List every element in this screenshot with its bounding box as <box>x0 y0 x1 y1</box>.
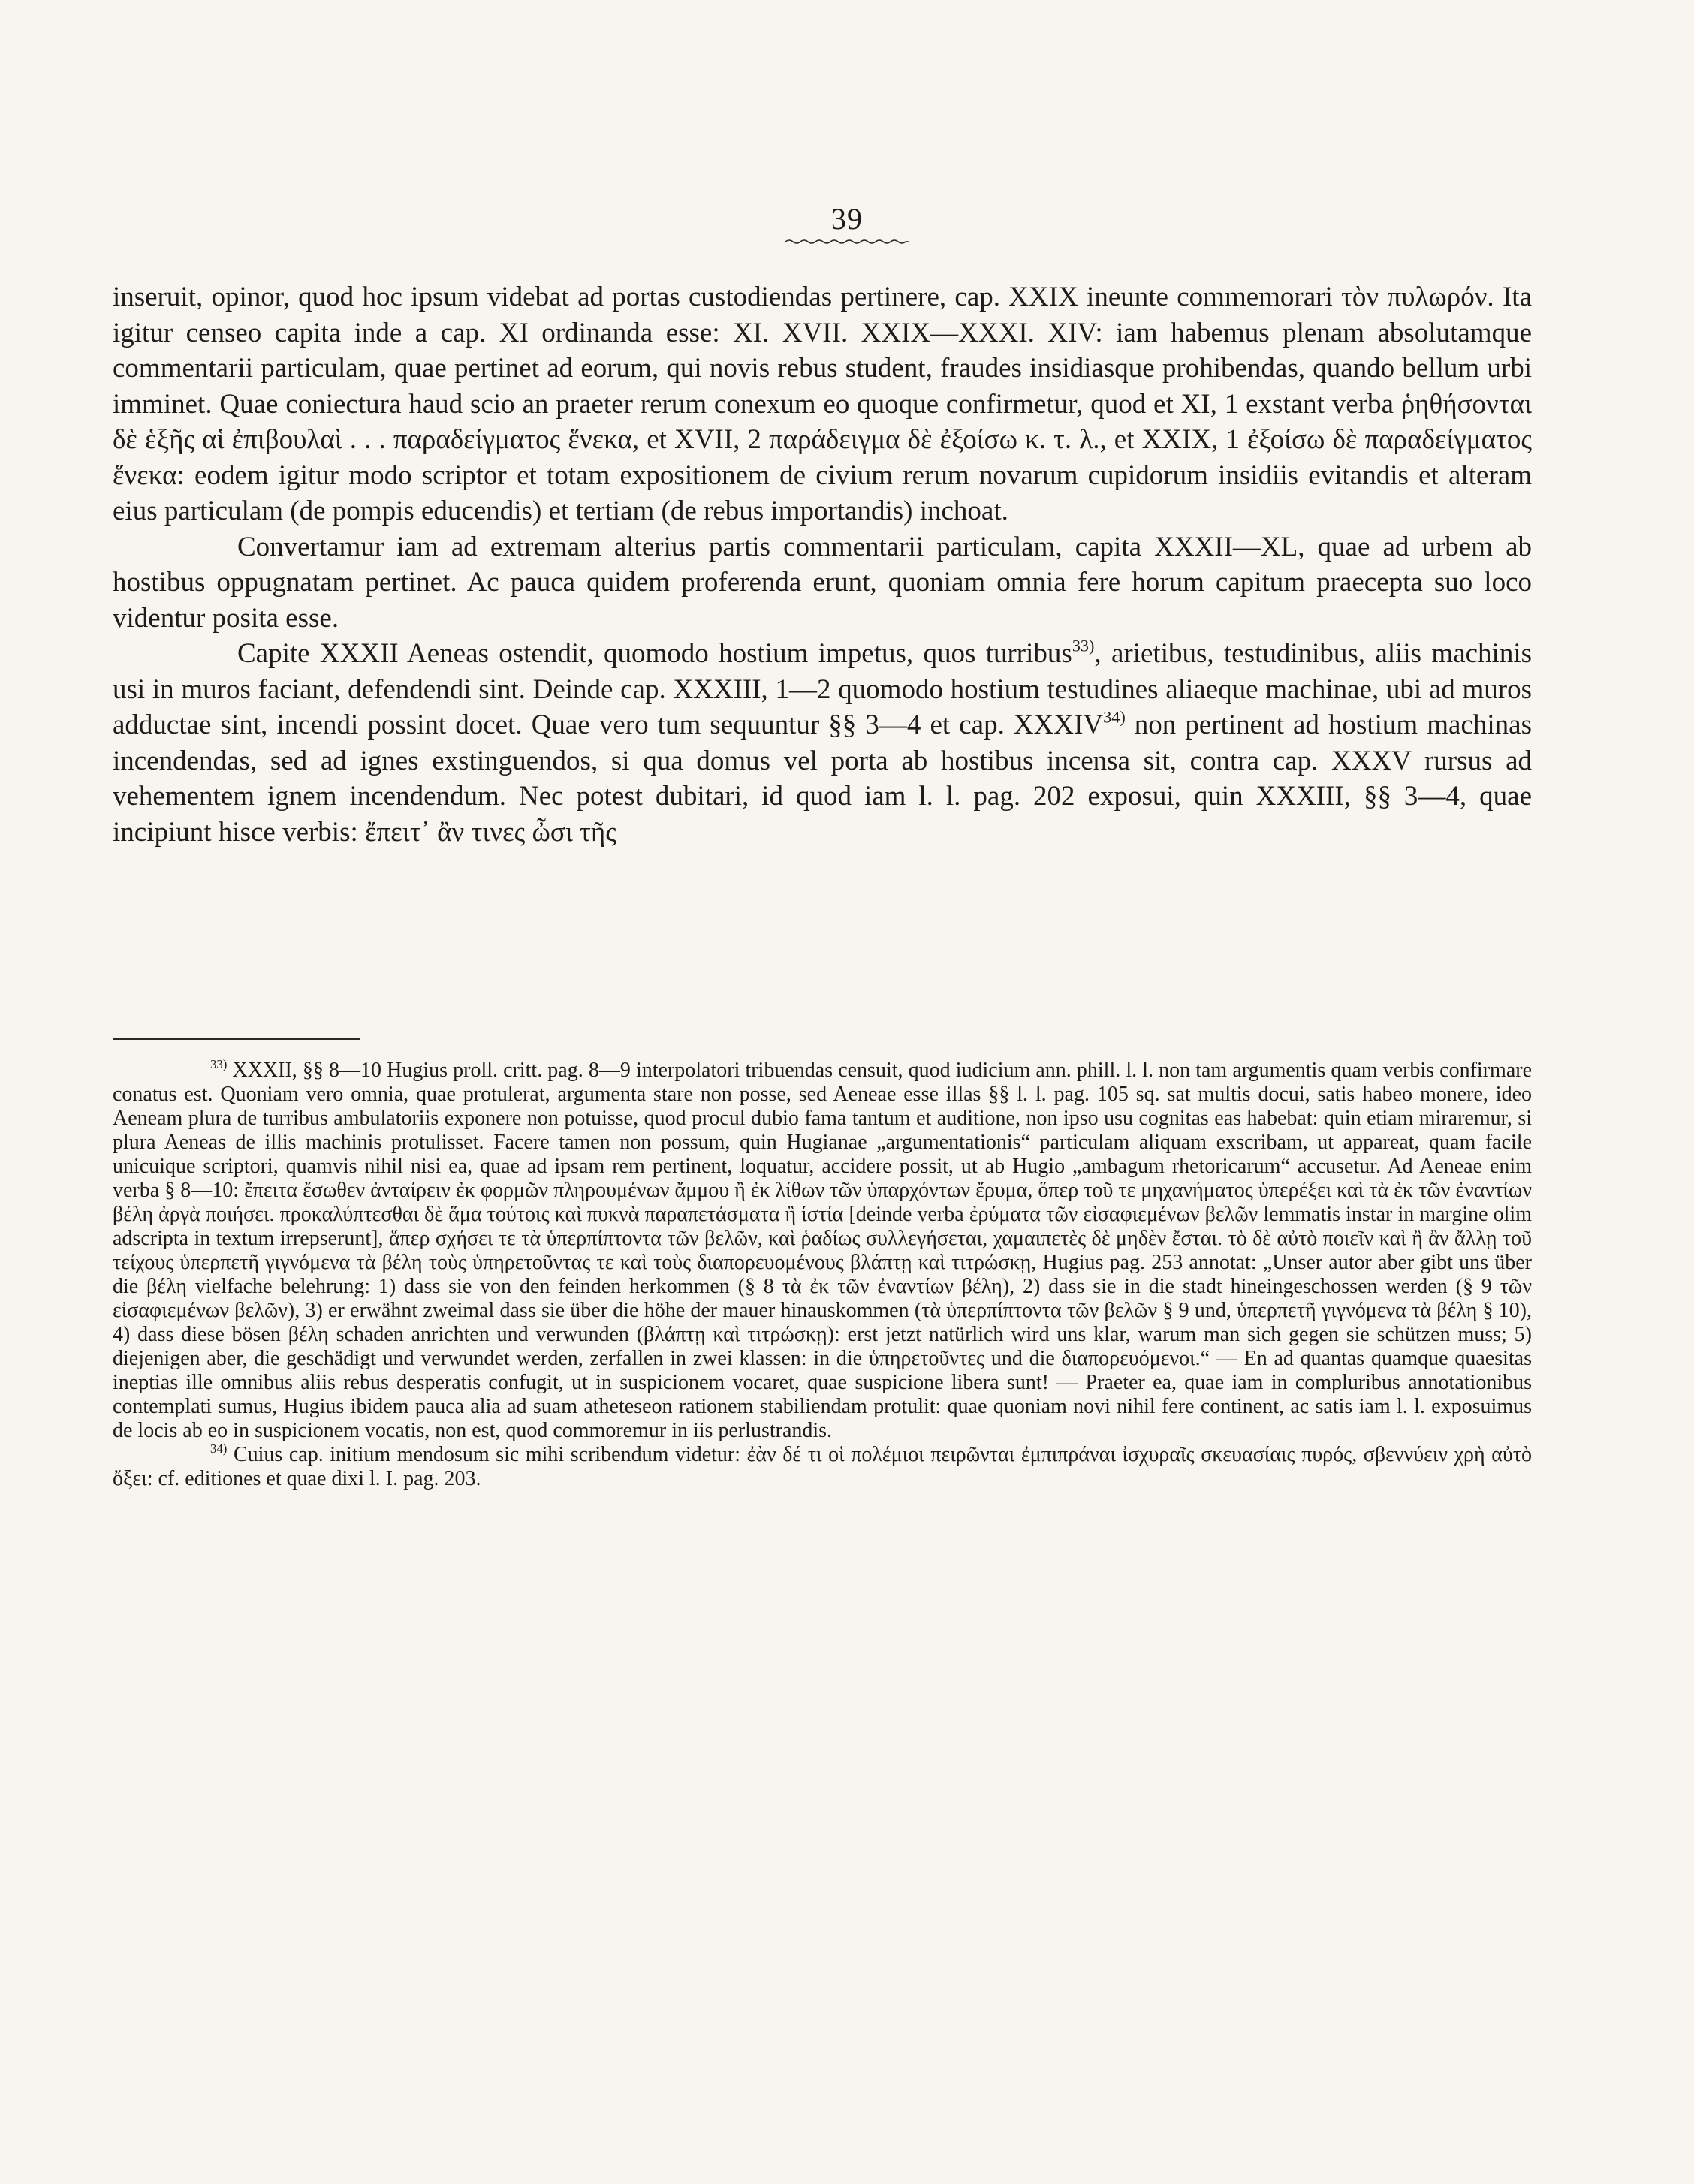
footnote-34 <box>113 1443 1532 1491</box>
footnotes <box>113 1059 1532 1491</box>
footnote-divider <box>113 1038 360 1040</box>
footnote-reference-34: 34) <box>1103 707 1126 727</box>
paragraph-2: Convertamur iam ad extremam alterius partis commentarii particulam, capita XXXII—XL, quae ad urbem ab hostibus oppugnatam pertinet. Ac pauca quidem proferenda erunt, quoniam omnia fere horum capitum praecepta suo loco videntur posita esse. <box>113 531 1532 634</box>
main-text <box>113 279 1532 850</box>
paragraph-3-part-a: Capite XXXII Aeneas ostendit, quomodo hostium impetus, quos turribus <box>237 638 1072 669</box>
footnote-34-marker: 34) <box>210 1441 228 1457</box>
footnote-33 <box>113 1059 1532 1443</box>
page-number: 39 <box>831 202 863 236</box>
footnote-33-marker: 33) <box>210 1057 228 1072</box>
page-number-ornament <box>785 239 909 245</box>
footnote-34-text: Cuius cap. initium mendosum sic mihi scribendum videtur: ἐὰν δέ τι οἱ πολέμιοι πειρῶνται ἐμπιπράναι ἰσχυραῖς σκευασίαις πυρός, σβεννύειν χρὴ αὐτὸ ὄξει: cf. editiones et quae dixi l. I. pag. 203. <box>113 1443 1532 1490</box>
footnote-33-text: XXXII, §§ 8—10 Hugius proll. critt. pag. 8—9 interpolatori tribuendas censuit, quod iudicium ann. phill. l. l. non tam argumentis quam verbis confirmare conatus est. Quoniam vero omnia, quae protulerat, argumenta stare non posse, sed Aeneae esse illas §§ l. l. pag. 105 sq. sat multis docui, satis habeo monere, ideo Aeneam plura de turribus ambulatoriis exponere non potuisse, quod procul dubio fama tantum et auditione, non ipso usu cognitas eas habebat: quin etiam miraremur, si plura Aeneas de illis machinis protulisset. Facere tamen non possum, quin Hugianae „argumentationis“ particulam aliquam exscribam, ut appareat, quam facile unicuique scriptori, quamvis nihil nisi ea, quae ad ipsam rem pertinent, loquatur, accidere possit, ut ab Hugio „ambagum rhetoricarum“ accusetur. Ad Aeneae enim verba § 8—10: ἔπειτα ἔσωθεν ἀνταίρειν ἐκ φορμῶν πληρουμένων ἄμμου ἢ ἐκ λίθων τῶν ὑπαρχόντων ἔρυμα, ὅπερ τοῦ τε μηχανήματος ὑπερέξει καὶ τὰ ἐκ τῶν ἐναντίων βέλη ἀργὰ ποιήσει. προκαλύπτεσθαι δὲ ἅμα τούτοις καὶ πυκνὰ παραπετάσματα ἢ ἱστία [deinde verba ἐρύματα τῶν εἰσαφιεμένων βελῶν lemmatis instar in margine olim adscripta in textum irrepserunt], ἅπερ σχήσει τε τὰ ὑπερπίπτοντα τῶν βελῶν, καὶ ῥαδίως συλλεγήσεται, χαμαιπετὲς δὲ μηδὲν ἔσται. τὸ δὲ αὐτὸ ποιεῖν καὶ ἢ ἂν ἄλλῃ τοῦ τείχους ὑπερπετῆ γιγνόμενα τὰ βέλη τοὺς ὑπηρετοῦντας τε καὶ τοὺς διαπορευομένους βλάπτῃ καὶ τιτρώσκῃ, Hugius pag. 253 annotat: „Unser autor aber gibt uns über die βέλη vielfache belehrung: 1) dass sie von den feinden herkommen (§ 8 τὰ ἐκ τῶν ἐναντίων βέλη), 2) dass sie in die stadt hineingeschossen werden (§ 9 τῶν εἰσαφιεμένων βελῶν), 3) er erwähnt zweimal dass sie über die höhe der mauer hinauskommen (τὰ ὑπερπίπτοντα τῶν βελῶν § 9 und, ὑπερπετῆ γιγνόμενα τὰ βέλη § 10), 4) dass diese bösen βέλη schaden anrichten und verwunden (βλάπτῃ καὶ τιτρώσκῃ): erst jetzt natürlich wird uns klar, warum man sich gegen sie schützen muss; 5) diejenigen aber, die geschädigt und verwundet werden, zerfallen in zwei klassen: in die ὑπηρετοῦντες und die διαπορευόμενοι.“ — En ad quantas quamque quaesitas ineptias ille omnibus aliis rebus desperatis confugit, ut in suspicionem vocaret, quae suspicione libera sunt! — Praeter ea, quae iam in compluribus annotationibus contemplati sumus, Hugius ibidem pauca alia ad suam atheteseon rationem stabiliendam protulit: quae quoniam novi nihil fere continent, ac satis iam l. l. exposuimus de locis ab eo in suspicionem vocatis, non est, quod commoremur in iis perlustrandis. <box>113 1059 1532 1442</box>
paragraph-1: inseruit, opinor, quod hoc ipsum videbat ad portas custodiendas pertinere, cap. XXIX ineunte commemorari τὸν πυλωρόν. Ita igitur censeo capita inde a cap. XI ordinanda esse: XI. XVII. XXIX—XXXI. XIV: iam habemus plenam absolutamque commentarii particulam, quae pertinet ad eorum, qui novis rebus student, fraudes insidiasque prohibendas, quando bellum urbi imminet. Quae coniectura haud scio an praeter rerum conexum eo quoque confirmetur, quod et XI, 1 exstant verba ῥηθήσονται δὲ ἑξῆς αἱ ἐπιβουλαὶ . . . παραδείγματος ἕνεκα, et XVII, 2 παράδειγμα δὲ ἐξοίσω κ. τ. λ., et XXIX, 1 ἐξοίσω δὲ παραδείγματος ἕνεκα: eodem igitur modo scriptor et totam expositionem de civium rerum novarum cupidorum insidiis evitandis et alteram eius particulam (de pompis educendis) et tertiam (de rebus importandis) inchoat. <box>113 282 1532 526</box>
paragraph-3-part-b: , arietibus, testudinibus, aliis machinis usi in muros faciant, defendendi sint. Deinde cap. XXXIII, 1—2 quomodo hostium testudines aliaeque machinae, ubi ad muros adductae sint, incendi possint docet. Quae vero tum sequuntur §§ 3—4 et cap. XXXIV <box>113 638 1532 740</box>
footnote-reference-33: 33) <box>1072 636 1095 655</box>
paragraph-3-part-c: non pertinent ad hostium machinas incendendas, sed ad ignes exstinguendos, si qua domus vel porta ab hostibus incensa sit, contra cap. XXXV rursus ad vehementem ignem incendendum. Nec potest dubitari, id quod iam l. l. pag. 202 exposui, quin XXXIII, §§ 3—4, quae incipiunt hisce verbis: ἔπειτ᾽ ἂν τινες ὦσι τῆς <box>113 709 1532 848</box>
paragraph-3 <box>113 636 1532 850</box>
